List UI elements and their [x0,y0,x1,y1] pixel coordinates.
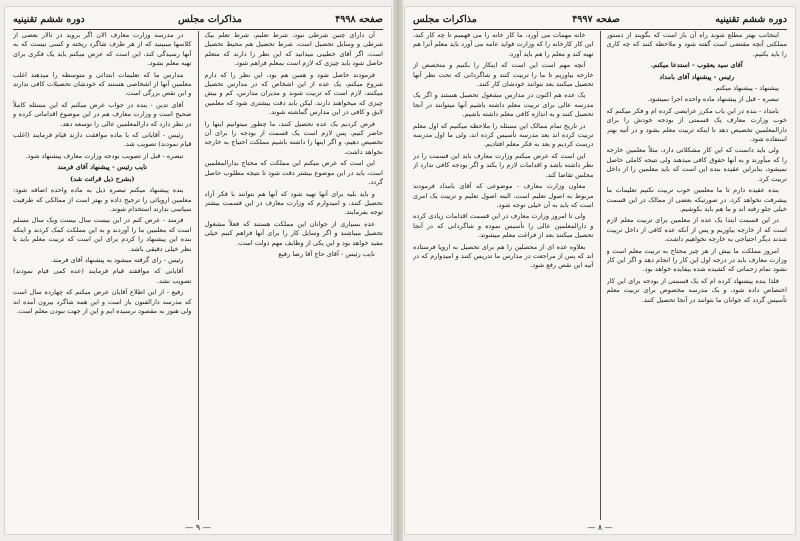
page-header-title: مذاکرات مجلس [413,13,477,25]
speaker-line: آقای سید یعقوب - استدعا میکنم. [650,61,743,70]
paragraph: فرض کردیم یک عده تحصیل کنند، ما چطور میتوانیم اینها را حاضر کنیم، پس لازم است یک قسمت از بودجه را برای آن تخصیص دهیم، و اگر اینها را داشته باشیم مملکت احتیاج به خارجه نخواهد داشت. [204,119,383,156]
page-header [13,11,383,30]
paragraph: عده بسیاری از جوانان این مملکت هستند که فعلاً مشغول تحصیل میباشند و اگر وسایل کار را برای آنها فراهم کنیم خیلی مفید خواهد بود و این یکی از وظایف مهم دولت است. [204,219,383,247]
paragraph: امروز مملکت ما بیش از هر چیز محتاج به تربیت معلم است و وزارت معارف باید در درجه اول این کار را انجام دهد و اگر این کار نشود تمام زحماتی که کشیده شده بیفایده خواهد بود. [606,246,787,274]
paragraph: آقای تدین - بنده در جواب عرض میکنم که این مسئله کاملاً صحیح است و وزارت معارف هم در این موضوع اقداماتی کرده و در نظر دارد که دارالمعلمین عالی را توسعه دهد. [13,100,192,128]
paragraph: بامداد - بنده در این باب مکرر عرایضی کرده ام و فکر میکنم که خوب وزارت معارف یک قسمتی از بودجه خودش را برای دارالمعلمین تخصیص دهد تا اینکه تربیت معلم بشود و در آتیه بهتر استفاده شود. [606,106,787,144]
paragraph: تبصره - قبل از پیشنهاد ماده واحده اجرا نمیشود. [647,95,779,104]
paragraph: بنده پیشنهاد میکنم تبصره ذیل به ماده واحده اضافه شود: معلمین اروپائی را ترجیح داده و بهتر است از ممالکی که طرفیت سیاسی ندارند استخدام شوند. [13,186,192,213]
text-columns [13,31,383,520]
paragraph: و باید بلیه برای آنها تهیه شود که آنها هم بتوانند با فکر آزاد تحصیل کنند، و امیدوارم که وزارت معارف در این قسمت بیشتر توجه بفرمایند. [204,189,383,217]
paragraph: بعلاوه عده ای از محصلین را هم برای تحصیل به اروپا فرستاده اند که پس از مراجعت در مدارس ما تدریس کنند و امیدوارم که در آتیه این نقص رفع شود. [413,242,594,270]
column-left [13,31,192,520]
paragraph: رفیع - از این اطلاع آقایان عرض میکنم که چهارده سال است که مدرسه دارالفنون باز است و این همه شاگرد بیرون آمده اند ولی هنوز به مقصود نرسیده ایم و این از جهت نبودن معلم است. [13,288,192,315]
paragraph: ولی باید دانست که این کار مشکلاتی دارد، مثلاً معلمین خارجه را که میآورند و به آنها حقوق کافی میدهند ولی نتیجه کاملی حاصل نمیشود، بنابراین عقیده بنده این است که باید معلمین را از داخل تربیت کرد. [606,146,787,183]
paragraph: آن دارای چنین شرطی نبود، شرط تعلیم، شرط تعلم بیک شرطی و وسایل تحصیل است، شرط تحصیل هم محیط تحصیل است، اگر آقای خطیبی میدانید که این نظر را دارند که متعلم حاصل شود باید چیزی که لازم است بمعلم فراهم شود. [204,31,383,68]
paragraph: معاون وزارت معارف - موضوعی که آقای بامداد فرمودند مربوط به اصول تعلیم است، البته اصول تعلیم و تربیت یک امری است که باید به آن خیلی توجه شود. [413,182,594,209]
page-footer-number: — ۸ — [587,523,613,532]
paragraph: آقایانی که موافقند قیام فرمایند (عده کمی قیام نمودند) تصویب نشد. [13,267,192,285]
paragraph: فلذا بنده پیشنهاد کرده ام که یک قسمتی از بودجه برای این کار اختصاص داده شود، و یک مدرسه مخصوص برای تربیت معلم تأسیس گردد که جوانان ما بتوانند در آنجا تحصیل کنند. [606,276,787,304]
column-left [413,31,594,520]
paragraph: اینجانب بهتر مطلع شوند راه آن باز است که بگویند از دستور مملکتی آنچه مقتضی است گفته شود و ملاحظه کنند که چه کاری را باید بکنیم. [606,31,787,58]
paragraph: در تاریخ تمام ممالک این مسئله را ملاحظه میکنیم که اول معلم تربیت کرده اند بعد مدرسه تأسیس کرده اند، ولی ما اول مدرسه درست کردیم و بعد به فکر معلم افتادیم. [413,121,594,149]
paragraph: در این قسمت ابتدا یک عده از معلمین برای تربیت معلم لازم است که از خارجه بیاوریم و پس از آنکه عده کافی از داخل تربیت شدند دیگر احتیاجی به خارجه نخواهیم داشت. [606,216,787,244]
page-footer-number: — ۹ — [185,523,211,532]
column-divider [600,31,601,520]
column-right [607,31,788,520]
column-right [205,31,384,520]
book-gutter [393,0,403,541]
paragraph: مدارس ما که تعلیمات ابتدائی و متوسطه را میدهند اغلب معلمین آنها از اشخاصی هستند که خودشان تحصیلات کافی ندارند و این نقص بزرگی است. [13,70,192,98]
paragraph: این است که عرض میکنم این مملکت که محتاج بدارالمعلمین است، باید در این موضوع بیشتر دقت شود تا نتیجه مطلوب حاصل گردد. [204,159,383,187]
paragraph: رئیس - آقایانی که با ماده موافقت دارند قیام فرمایند (اغلب قیام نمودند) تصویب شد. [13,131,192,149]
session-label: دوره ششم تقنینیه [715,13,787,25]
text-columns [413,31,787,520]
session-label: دوره ششم تقنینیه [13,13,85,25]
paragraph: رئیس - رای گرفته میشود به پیشنهاد آقای فرمند. [50,255,184,264]
speaker-line: نایب رئیس - آقای حاج آقا رضا رفیع [278,249,375,258]
paragraph: ولی تا امروز وزارت معارف در این قسمت اقدامات زیادی کرده و دارالمعلمین عالی را تأسیس نموده و شاگردانی که در آنجا تحصیل میکنند بعد از فراغت معلم میشوند. [413,212,594,240]
speaker-line: نایب رئیس - پیشنهاد آقای فرمند [57,163,147,172]
paragraph: بنده عقیده دارم تا ما معلمین خوب تربیت نکنیم تعلیمات ما پیشرفت نخواهد کرد، در صورتیکه بعضی از ممالک در این قسمت خیلی جلو رفته اند و ما هم باید بکوشیم. [606,186,787,213]
paragraph: این است که عرض میکنم وزارت معارف باید این قسمت را در نظر داشته باشد و اقدامات لازم را بکند و اگر بودجه کافی ندارد از مجلس تقاضا کند. [413,151,594,179]
paragraph: در مدرسه وزارت معارف الان اگر بروید در تالار بعضی از کلاسها میبینید که از هر طرف شاگرد ریخته و کسی نیست که به آنها رسیدگی کند، این است که عرض میکنم باید یک فکری برای تهیه معلم بشود. [13,31,192,68]
paragraph: یک عده هم اکنون در مدارس مشغول تحصیل هستند و اگر یک مدرسه عالی برای تربیت معلم داشته باشیم آنها میتوانند در آنجا تحصیل کنند و به اندازه کافی معلم داشته باشیم. [413,91,594,119]
page-header-title: مذاکرات مجلس [178,13,242,25]
paragraph: خانه مهمات می آورد، ما کار خانه را می فهمیم تا چه کار کند، این کار کارخانه را که وزارت فواید عامه می آورد باید معلم آنرا هم تهیه کند و معلم را هم باید آورد. [413,31,594,58]
right-page [404,6,796,535]
paragraph: فرمند - عرض کنم در این بیست سال بیست ویک سال مسلم است که معلمین ما را آوردند و به این مملکت کمک کردند و اینکه بنده این پیشنهاد را کردم برای این است که تربیت معلم باید با نظر خیلی دقیقی باشد. [13,216,192,253]
left-page [4,6,392,535]
paragraph: آنچه مهم است این است که اینکار را بکنیم و متخصص از خارجه بیاوریم تا ما را تربیت کنند و شاگردانی که تحت نظر آنها تحصیل میکنند بعد بتوانند خودشان کار کنند. [413,61,594,89]
note-line: (بشرح ذیل قرائت شد) [70,174,135,183]
paragraph: فرمودند حاصل شود و همین هم بود، این نظر را که دارم شروع میکنم، یک عده از این اشخاص که در مدارس تحصیل میکنند، لازم است که تربیت شوند و مدیران مدارس، کم و بیش چیزی که میخواهند دارند، لیکن باید دقت بیشتری شود که معلمین لایق و کافی در این مدارس گماشته شوند. [204,70,383,117]
page-number-label: صفحه ۴۹۹۸ [335,13,383,25]
paragraph: پیشنهاد - پیشنهاد میکنم. [713,84,779,93]
speaker-line: رئیس - پیشنهاد آقای بامداد [659,72,735,81]
page-header [413,11,787,30]
paragraph: تبصره - قبل از تصویب بودجه وزارت معارف پیشنهاد شود. [25,151,184,160]
page-number-label: صفحه ۴۹۹۷ [572,13,620,25]
column-divider [198,31,199,520]
